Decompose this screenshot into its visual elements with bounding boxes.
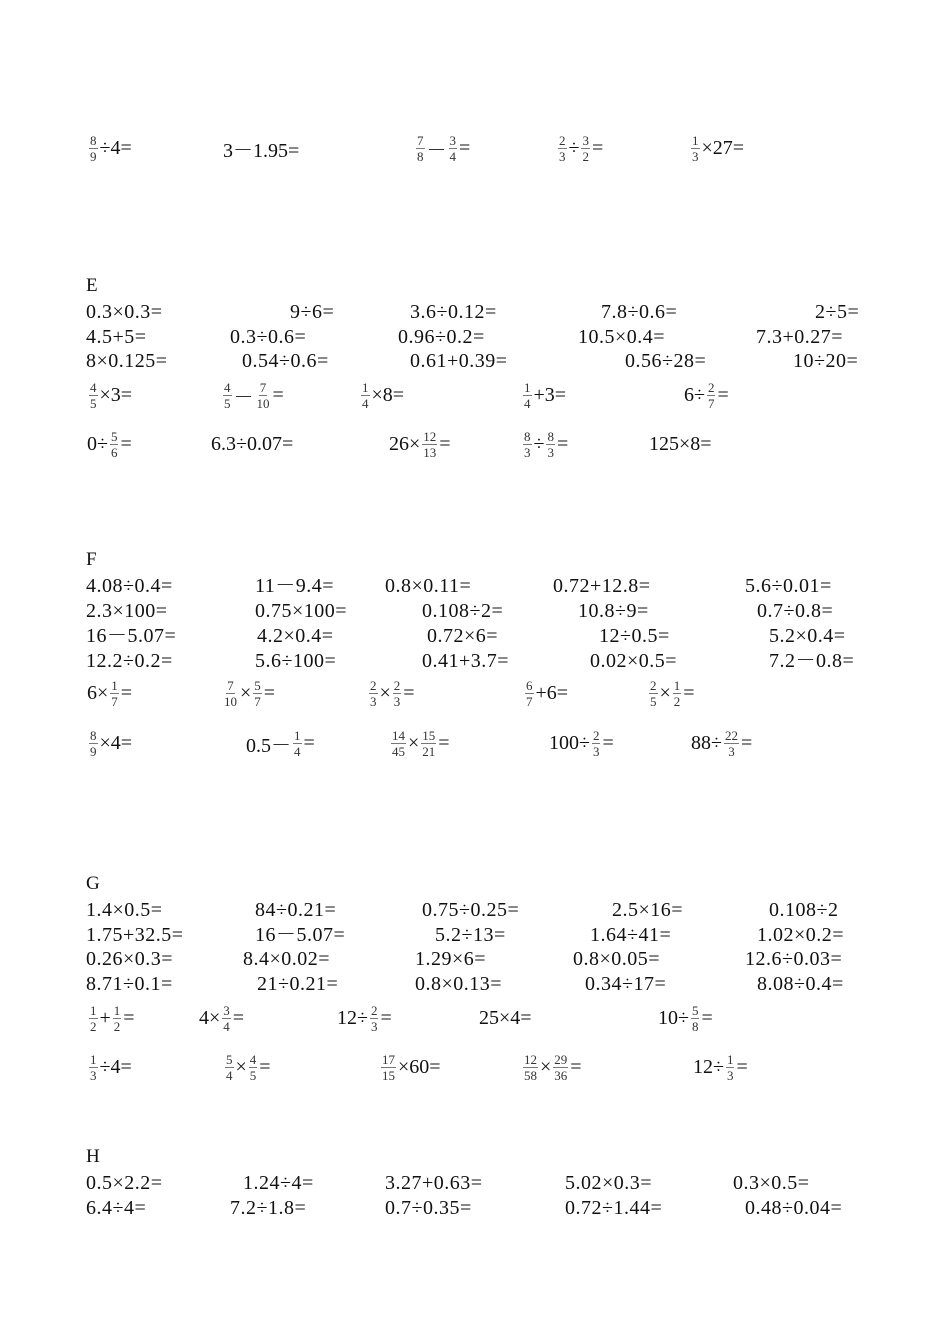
- expression-text: 4×: [199, 1006, 221, 1029]
- problem: 5.6÷100=: [255, 650, 337, 672]
- fraction: [110, 429, 119, 460]
- problem: 8.08÷0.4=: [757, 973, 844, 995]
- expression-text: +: [99, 1006, 111, 1029]
- fraction-denominator: 5: [224, 395, 231, 411]
- fraction-denominator: 8: [417, 148, 424, 164]
- fraction-numerator: 3: [582, 132, 589, 148]
- expression-text: ×4=: [99, 731, 133, 754]
- problem: 1.24÷4=: [243, 1172, 314, 1194]
- expression-text: =: [570, 1055, 582, 1078]
- fraction-numerator: 8: [547, 428, 554, 444]
- problem: 1.02×0.2=: [757, 924, 845, 946]
- problem: 10÷20=: [793, 350, 859, 372]
- fraction: [592, 728, 601, 759]
- expression-text: =: [438, 731, 450, 754]
- problem: 5.6÷0.01=: [745, 575, 832, 597]
- fraction-problem: [692, 1045, 749, 1089]
- fraction-numerator: 4: [249, 1051, 257, 1067]
- fraction-numerator: 5: [226, 1051, 233, 1067]
- fraction-problem: [210, 422, 294, 466]
- fraction-denominator: 9: [90, 148, 97, 164]
- problem: 1.64÷41=: [590, 924, 672, 946]
- problem: 0.72÷1.44=: [565, 1197, 663, 1219]
- fraction: [546, 429, 555, 460]
- fraction: [89, 1003, 98, 1034]
- expression-text: －: [426, 139, 447, 162]
- fraction: [449, 133, 458, 164]
- fraction-problem: [388, 422, 452, 466]
- fraction: [89, 1052, 98, 1083]
- fraction-numerator: 5: [254, 677, 261, 693]
- expression-text: ×: [240, 681, 252, 704]
- fraction-numerator: 1: [726, 1051, 734, 1067]
- fraction-problem: [222, 373, 285, 417]
- fraction: [525, 678, 534, 709]
- expression-text: =: [740, 731, 753, 754]
- fraction-denominator: 4: [294, 743, 301, 759]
- fraction-denominator: 5: [90, 395, 97, 411]
- expression-text: ×: [408, 731, 420, 754]
- fraction-problem: [88, 1045, 133, 1089]
- problem: 5.2×0.4=: [769, 625, 846, 647]
- fraction-denominator: 3: [524, 444, 531, 460]
- problem: 12.6÷0.03=: [745, 948, 843, 970]
- fraction-problem: [222, 126, 300, 170]
- fraction-denominator: 3: [692, 148, 699, 164]
- expression-text: =: [120, 681, 133, 704]
- problem: 16－5.07=: [255, 924, 346, 946]
- expression-text: =: [459, 136, 471, 159]
- problem: 16－5.07=: [86, 625, 177, 647]
- fraction-denominator: 4: [524, 395, 531, 411]
- fraction-denominator: 3: [728, 743, 735, 759]
- fraction-numerator: 6: [526, 677, 533, 693]
- problem: 12.2÷0.2=: [86, 650, 173, 672]
- fraction-numerator: 8: [90, 727, 97, 743]
- fraction-numerator: 1: [294, 727, 301, 743]
- expression-text: =: [403, 681, 415, 704]
- fraction-denominator: 7: [707, 395, 715, 411]
- fraction-numerator: 1: [673, 677, 681, 693]
- fraction: [724, 728, 739, 759]
- fraction: [391, 728, 406, 759]
- problem: 2.5×16=: [612, 899, 684, 921]
- fraction: [649, 678, 658, 709]
- fraction-denominator: 3: [370, 693, 377, 709]
- fraction: [581, 133, 590, 164]
- fraction-problem: [88, 721, 133, 765]
- expression-text: ÷: [568, 136, 580, 159]
- fraction-denominator: 3: [547, 444, 554, 460]
- fraction-problem: [415, 126, 471, 170]
- expression-text: =: [439, 432, 451, 455]
- fraction-numerator: 3: [223, 1002, 230, 1018]
- fraction-problem: [522, 422, 569, 466]
- expression-text: ÷4=: [99, 136, 132, 159]
- fraction-problem: [548, 721, 615, 765]
- fraction-denominator: 2: [673, 693, 681, 709]
- fraction-numerator: 2: [370, 677, 377, 693]
- fraction-problem: [198, 996, 245, 1040]
- fraction: [369, 678, 378, 709]
- expression-text: =: [701, 1006, 713, 1029]
- fraction-denominator: 7: [526, 693, 533, 709]
- fraction-problem: [657, 996, 714, 1040]
- fraction-numerator: 8: [90, 132, 97, 148]
- fraction-numerator: 5: [691, 1002, 699, 1018]
- fraction-problem: [380, 1045, 442, 1089]
- problem: 0.5×2.2=: [86, 1172, 163, 1194]
- problem: 6.4÷4=: [86, 1197, 147, 1219]
- expression-text: 0.5－: [246, 734, 291, 757]
- fraction-denominator: 2: [582, 148, 589, 164]
- fraction: [253, 678, 262, 709]
- fraction: [726, 1052, 735, 1083]
- expression-text: ×: [379, 681, 391, 704]
- fraction: [393, 678, 402, 709]
- problem: 8.4×0.02=: [243, 948, 331, 970]
- expression-text: +6=: [535, 681, 569, 704]
- fraction-denominator: 13: [423, 444, 437, 460]
- fraction-numerator: 7: [259, 379, 267, 395]
- problem: 12÷0.5=: [599, 625, 670, 647]
- fraction: [707, 380, 716, 411]
- fraction-denominator: 9: [90, 743, 97, 759]
- fraction-problem: [648, 422, 713, 466]
- problem: 2÷5=: [815, 301, 860, 323]
- fraction: [113, 1003, 122, 1034]
- expression-text: ÷: [533, 432, 545, 455]
- fraction-denominator: 4: [362, 395, 369, 411]
- expression-text: =: [602, 731, 614, 754]
- fraction-numerator: 17: [382, 1051, 395, 1067]
- problem: 0.26×0.3=: [86, 948, 174, 970]
- expression-text: ×27=: [701, 136, 745, 159]
- fraction-denominator: 2: [90, 1018, 97, 1034]
- problem: 0.3÷0.6=: [230, 326, 307, 348]
- expression-text: 12÷: [337, 1006, 368, 1029]
- fraction-problem: [245, 721, 316, 765]
- problem: 0.41+3.7=: [422, 650, 510, 672]
- problem: 8.71÷0.1=: [86, 973, 173, 995]
- fraction-denominator: 3: [370, 1018, 378, 1034]
- fraction: [293, 728, 302, 759]
- problem: 5.2÷13=: [435, 924, 506, 946]
- fraction-problem: [88, 126, 133, 170]
- problem: 7.8÷0.6=: [601, 301, 678, 323]
- expression-text: =: [591, 136, 604, 159]
- fraction: [225, 1052, 234, 1083]
- fraction-problem: [86, 671, 133, 715]
- expression-text: =: [120, 432, 132, 455]
- problem: 0.75÷0.25=: [422, 899, 520, 921]
- expression-text: 6÷: [684, 383, 705, 406]
- fraction-problem: [224, 1045, 272, 1089]
- problem: 0.3×0.3=: [86, 301, 163, 323]
- section-label: G: [86, 873, 100, 894]
- problem: 4.08÷0.4=: [86, 575, 173, 597]
- fraction-denominator: 58: [524, 1067, 537, 1083]
- problem: 1.75+32.5=: [86, 924, 184, 946]
- problem: 0.7÷0.35=: [385, 1197, 472, 1219]
- fraction-problem: [368, 671, 416, 715]
- expression-text: =: [556, 432, 569, 455]
- problem: 0.7÷0.8=: [757, 600, 834, 622]
- fraction: [89, 728, 98, 759]
- problem: 0.34÷17=: [585, 973, 667, 995]
- fraction-numerator: 2: [707, 379, 715, 395]
- problem: 8×0.125=: [86, 350, 168, 372]
- fraction-problem: [524, 671, 569, 715]
- fraction-denominator: 7: [254, 693, 261, 709]
- fraction-numerator: 1: [90, 1051, 97, 1067]
- expression-text: ×8=: [371, 383, 405, 406]
- fraction-problem: [390, 721, 451, 765]
- fraction-denominator: 15: [382, 1067, 395, 1083]
- fraction-numerator: 5: [110, 428, 118, 444]
- fraction-numerator: 8: [524, 428, 531, 444]
- fraction-numerator: 1: [111, 677, 118, 693]
- expression-text: 100÷: [549, 731, 590, 754]
- fraction-problem: [648, 671, 696, 715]
- fraction-numerator: 1: [113, 1002, 121, 1018]
- fraction: [416, 133, 425, 164]
- problem: 0.8×0.11=: [385, 575, 472, 597]
- problem: 84÷0.21=: [255, 899, 337, 921]
- fraction-denominator: 3: [559, 148, 566, 164]
- problem: 1.29×6=: [415, 948, 487, 970]
- fraction-denominator: 10: [224, 693, 237, 709]
- problem: 3.27+0.63=: [385, 1172, 483, 1194]
- problem: 9÷6=: [290, 301, 335, 323]
- fraction-numerator: 2: [393, 677, 401, 693]
- expression-text: 6.3÷0.07=: [211, 432, 294, 455]
- problem: 10.5×0.4=: [578, 326, 666, 348]
- fraction: [421, 728, 436, 759]
- fraction: [370, 1003, 379, 1034]
- fraction-denominator: 3: [592, 743, 600, 759]
- fraction-numerator: 2: [650, 677, 657, 693]
- expression-text: +3=: [533, 383, 567, 406]
- expression-text: 6×: [87, 681, 109, 704]
- problem: 1.4×0.5=: [86, 899, 163, 921]
- fraction-problem: [86, 422, 133, 466]
- fraction-denominator: 3: [726, 1067, 734, 1083]
- expression-text: =: [259, 1055, 271, 1078]
- fraction: [422, 429, 437, 460]
- problem: 21÷0.21=: [257, 973, 339, 995]
- expression-text: －: [233, 386, 254, 409]
- fraction: [558, 133, 567, 164]
- fraction-numerator: 2: [370, 1002, 378, 1018]
- fraction-problem: [690, 126, 745, 170]
- problem: 0.54÷0.6=: [242, 350, 329, 372]
- expression-text: =: [272, 383, 284, 406]
- fraction-problem: [557, 126, 604, 170]
- fraction-denominator: 4: [226, 1067, 233, 1083]
- expression-text: 88÷: [691, 731, 722, 754]
- expression-text: 125×8=: [649, 432, 712, 455]
- fraction-denominator: 4: [449, 148, 456, 164]
- expression-text: =: [736, 1055, 748, 1078]
- expression-text: 26×: [389, 432, 421, 455]
- fraction-numerator: 2: [592, 727, 600, 743]
- fraction: [691, 1003, 700, 1034]
- fraction-problem: [336, 996, 393, 1040]
- fraction: [381, 1052, 396, 1083]
- fraction: [553, 1052, 568, 1083]
- problem: 0.8×0.13=: [415, 973, 503, 995]
- problem: 4.5+5=: [86, 326, 147, 348]
- fraction-denominator: 5: [249, 1067, 257, 1083]
- problem: 0.75×100=: [255, 600, 348, 622]
- expression-text: =: [303, 731, 315, 754]
- section-label: E: [86, 275, 98, 296]
- fraction-denominator: 6: [110, 444, 118, 460]
- expression-text: ÷4=: [99, 1055, 132, 1078]
- fraction-denominator: 36: [554, 1067, 568, 1083]
- fraction: [523, 380, 532, 411]
- section-label: F: [86, 549, 97, 570]
- problem: 7.2÷1.8=: [230, 1197, 307, 1219]
- problem: 0.02×0.5=: [590, 650, 678, 672]
- problem: 3.6÷0.12=: [410, 301, 497, 323]
- fraction-numerator: 1: [90, 1002, 97, 1018]
- fraction-numerator: 1: [524, 379, 531, 395]
- problem: 0.96÷0.2=: [398, 326, 485, 348]
- fraction: [89, 133, 98, 164]
- problem: 5.02×0.3=: [565, 1172, 653, 1194]
- fraction-numerator: 12: [524, 1051, 537, 1067]
- fraction-denominator: 7: [111, 693, 118, 709]
- fraction-numerator: 1: [362, 379, 369, 395]
- problem: 10.8÷9=: [578, 600, 649, 622]
- fraction-denominator: 8: [691, 1018, 699, 1034]
- expression-text: ×60=: [398, 1055, 441, 1078]
- fraction: [256, 380, 271, 411]
- fraction-numerator: 14: [392, 727, 405, 743]
- fraction: [89, 380, 98, 411]
- expression-text: ×: [659, 681, 671, 704]
- fraction-denominator: 3: [393, 693, 401, 709]
- expression-text: =: [263, 681, 276, 704]
- expression-text: 10÷: [658, 1006, 689, 1029]
- fraction-numerator: 1: [692, 132, 699, 148]
- problem: 0.56÷28=: [625, 350, 707, 372]
- section-label: H: [86, 1146, 100, 1167]
- fraction: [361, 380, 370, 411]
- expression-text: =: [717, 383, 729, 406]
- problem: 7.2－0.8=: [769, 650, 855, 672]
- fraction-problem: [522, 1045, 583, 1089]
- expression-text: ×3=: [99, 383, 133, 406]
- problem: 0.72×6=: [427, 625, 499, 647]
- fraction: [110, 678, 119, 709]
- fraction-denominator: 3: [90, 1067, 97, 1083]
- fraction-numerator: 7: [417, 132, 424, 148]
- fraction-numerator: 15: [422, 727, 436, 743]
- expression-text: 3－1.95=: [223, 139, 300, 162]
- problem: 0.8×0.05=: [573, 948, 661, 970]
- expression-text: 25×4=: [479, 1006, 532, 1029]
- fraction: [523, 1052, 538, 1083]
- fraction-problem: [683, 373, 730, 417]
- expression-text: 0÷: [87, 432, 108, 455]
- fraction: [223, 380, 232, 411]
- fraction-denominator: 5: [650, 693, 657, 709]
- problem: 0.72+12.8=: [553, 575, 651, 597]
- problem: 0.108÷2=: [422, 600, 504, 622]
- fraction-problem: [88, 996, 136, 1040]
- fraction-denominator: 45: [392, 743, 405, 759]
- expression-text: ×: [540, 1055, 552, 1078]
- problem: 0.48÷0.04=: [745, 1197, 843, 1219]
- fraction-numerator: 29: [554, 1051, 568, 1067]
- fraction-problem: [690, 721, 753, 765]
- expression-text: ×: [235, 1055, 247, 1078]
- fraction: [249, 1052, 258, 1083]
- problem: 0.108÷2: [769, 899, 839, 921]
- expression-text: =: [683, 681, 695, 704]
- fraction-problem: [522, 373, 567, 417]
- fraction-problem: [222, 671, 276, 715]
- problem: 11－9.4=: [255, 575, 335, 597]
- fraction-numerator: 22: [724, 727, 738, 743]
- expression-text: 12÷: [693, 1055, 724, 1078]
- fraction-denominator: 2: [113, 1018, 121, 1034]
- fraction-numerator: 4: [224, 379, 231, 395]
- fraction: [223, 678, 238, 709]
- expression-text: =: [232, 1006, 245, 1029]
- fraction: [222, 1003, 231, 1034]
- fraction: [523, 429, 532, 460]
- fraction-denominator: 4: [223, 1018, 230, 1034]
- fraction-numerator: 4: [90, 379, 97, 395]
- problem: 0.61+0.39=: [410, 350, 508, 372]
- fraction-denominator: 21: [422, 743, 436, 759]
- expression-text: =: [123, 1006, 135, 1029]
- problem: 7.3+0.27=: [756, 326, 844, 348]
- problem: 4.2×0.4=: [257, 625, 334, 647]
- fraction: [673, 678, 682, 709]
- problem: 0.3×0.5=: [733, 1172, 810, 1194]
- fraction-numerator: 12: [423, 428, 437, 444]
- fraction-problem: [88, 373, 133, 417]
- problem: 2.3×100=: [86, 600, 168, 622]
- fraction-numerator: 3: [449, 132, 456, 148]
- fraction-numerator: 7: [227, 677, 234, 693]
- fraction-denominator: 10: [256, 395, 270, 411]
- fraction-problem: [478, 996, 533, 1040]
- fraction: [691, 133, 700, 164]
- expression-text: =: [380, 1006, 392, 1029]
- fraction-numerator: 2: [559, 132, 566, 148]
- fraction-problem: [360, 373, 405, 417]
